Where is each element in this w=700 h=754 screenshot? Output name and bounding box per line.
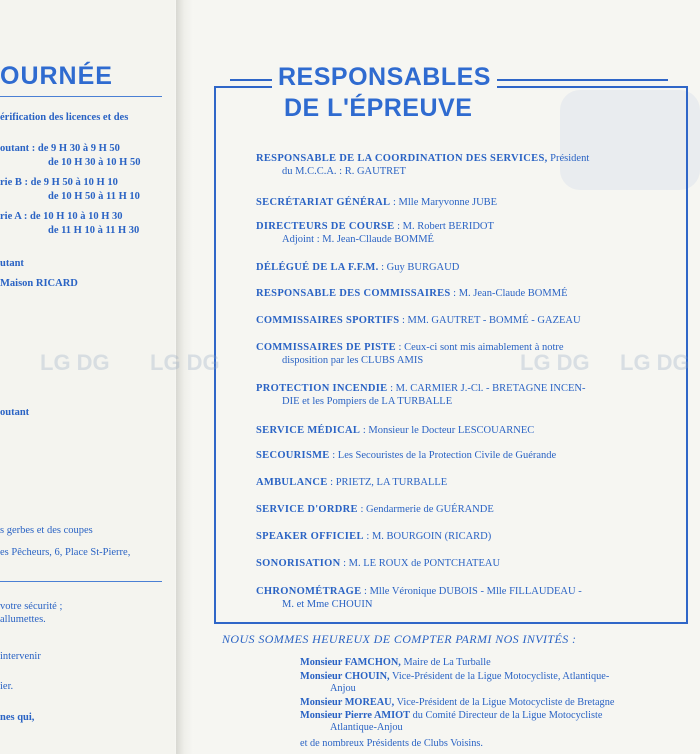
entry-continuation: Adjoint : M. Jean-Cllaude BOMMÉ (282, 234, 434, 245)
left-line: outant (0, 407, 30, 418)
responsable-entry (256, 476, 676, 489)
entry-text: Président (547, 153, 590, 164)
entry-label: CHRONOMÉTRAGE (256, 586, 362, 597)
guest-name: Monsieur MOREAU, (300, 697, 395, 708)
left-line: rie B : de 9 H 50 à 10 H 10 (0, 177, 118, 188)
watermark-logo: LG DG (40, 350, 110, 375)
guest-continuation: Anjou (330, 683, 356, 694)
guest-name: Monsieur FAMCHON, (300, 657, 401, 668)
left-page (0, 0, 175, 754)
watermark-logo: LG DG (520, 350, 590, 375)
responsable-entry (256, 424, 676, 437)
entry-label: SECOURISME (256, 450, 330, 461)
heading-rule-left (230, 79, 274, 81)
entry-label: SECRÉTARIAT GÉNÉRAL (256, 197, 391, 208)
left-line: es Pêcheurs, 6, Place St-Pierre, (0, 547, 131, 558)
entry-label: DÉLÉGUÉ DE LA F.F.M. (256, 262, 379, 273)
guest-text: du Comité Directeur de la Ligue Motocycliste (410, 710, 603, 721)
responsable-entry (256, 341, 676, 367)
entry-label: SERVICE MÉDICAL (256, 425, 361, 436)
entry-continuation: disposition par les CLUBS AMIS (282, 355, 424, 366)
left-line: votre sécurité ; (0, 601, 63, 612)
guest-text: Vice-Président de la Ligue Motocycliste, Atlantique- (389, 671, 610, 682)
left-line: rie A : de 10 H 10 à 10 H 30 (0, 211, 123, 222)
heading-rule-right (478, 79, 668, 81)
guest-entry (300, 671, 698, 695)
entry-label: RESPONSABLE DES COMMISSAIRES (256, 288, 451, 299)
responsable-entry (256, 449, 676, 462)
responsable-entry (256, 314, 676, 327)
guest-text: Maire de La Turballe (400, 657, 491, 668)
entry-text: : Ceux-ci sont mis aimablement à notre (395, 342, 564, 353)
left-divider (0, 581, 162, 582)
left-title: OURNÉE (0, 62, 113, 90)
responsable-entry (256, 152, 676, 178)
entry-text: : Guy BURGAUD (378, 262, 460, 273)
entry-text: : Monsieur le Docteur LESCOUARNEC (360, 425, 535, 436)
entry-text: : M. CARMIER J.-Cl. - BRETAGNE INCEN- (387, 383, 586, 394)
guest-entry (300, 697, 698, 709)
guest-text: et de nombreux Présidents de Clubs Voisins. (300, 738, 483, 749)
left-title-underline (0, 96, 162, 97)
left-line: Maison RICARD (0, 278, 78, 289)
guest-entry (300, 657, 698, 669)
entry-text: : M. LE ROUX de PONTCHATEAU (340, 558, 501, 569)
entry-text: : Mlle Véronique DUBOIS - Mlle FILLAUDEAU - (361, 586, 582, 597)
left-line: de 10 H 50 à 11 H 10 (48, 191, 140, 202)
entry-label: AMBULANCE (256, 477, 328, 488)
responsable-entry (256, 585, 676, 611)
entry-label: COMMISSAIRES SPORTIFS (256, 315, 400, 326)
left-line: s gerbes et des coupes (0, 525, 93, 536)
guest-entry (300, 710, 698, 734)
heading-line-2: DE L'ÉPREUVE (284, 94, 473, 122)
guest-text: Vice-Président de la Ligue Motocycliste de Bretagne (394, 697, 615, 708)
responsable-entry (256, 220, 676, 246)
invites-title: NOUS SOMMES HEUREUX DE COMPTER PARMI NOS INVITÉS : (222, 632, 577, 646)
entry-continuation: DIE et les Pompiers de LA TURBALLE (282, 396, 453, 407)
entry-label: SERVICE D'ORDRE (256, 504, 358, 515)
page-fold (176, 0, 194, 754)
left-line: intervenir (0, 651, 41, 662)
heading-line-1: RESPONSABLES (278, 63, 491, 91)
left-line: allumettes. (0, 614, 46, 625)
watermark-logo: LG DG (620, 350, 690, 375)
watermark-logo: LG DG (150, 350, 220, 375)
guest-name: Monsieur Pierre AMIOT (300, 710, 411, 721)
left-line: érification des licences et des (0, 112, 129, 123)
left-line: nes qui, (0, 712, 35, 723)
responsable-entry (256, 287, 676, 300)
guest-entry (300, 738, 698, 750)
entry-label: PROTECTION INCENDIE (256, 383, 388, 394)
entry-continuation: M. et Mme CHOUIN (282, 599, 373, 610)
responsable-entry (256, 261, 676, 274)
guest-continuation: Atlantique-Anjou (330, 722, 403, 733)
entry-text: : M. Jean-Claude BOMMÉ (450, 288, 568, 299)
responsable-entry (256, 503, 676, 516)
responsable-entry (256, 196, 676, 209)
guest-name: Monsieur CHOUIN, (300, 671, 390, 682)
entry-text: : M. BOURGOIN (RICARD) (363, 531, 492, 542)
entry-label: SONORISATION (256, 558, 341, 569)
entry-text: : M. Robert BERIDOT (394, 221, 494, 232)
entry-label: COMMISSAIRES DE PISTE (256, 342, 396, 353)
responsable-entry (256, 557, 676, 570)
left-line: de 10 H 30 à 10 H 50 (48, 157, 141, 168)
left-line: outant : de 9 H 30 à 9 H 50 (0, 143, 120, 154)
section-heading (272, 62, 497, 124)
left-line: ier. (0, 681, 14, 692)
entry-text: : Les Secouristes de la Protection Civile de Guérande (329, 450, 557, 461)
entry-text: : Mlle Maryvonne JUBE (390, 197, 498, 208)
entry-text: : MM. GAUTRET - BOMMÉ - GAZEAU (399, 315, 581, 326)
entry-text: : Gendarmerie de GUÉRANDE (357, 504, 494, 515)
left-line: utant (0, 258, 24, 269)
entry-label: SPEAKER OFFICIEL (256, 531, 364, 542)
entry-label: DIRECTEURS DE COURSE (256, 221, 395, 232)
entry-label: RESPONSABLE DE LA COORDINATION DES SERVICES, (256, 153, 548, 164)
entry-text: : PRIETZ, LA TURBALLE (327, 477, 448, 488)
responsable-entry (256, 382, 676, 408)
entry-continuation: du M.C.C.A. : R. GAUTRET (282, 166, 406, 177)
responsable-entry (256, 530, 676, 543)
left-line: de 11 H 10 à 11 H 30 (48, 225, 140, 236)
